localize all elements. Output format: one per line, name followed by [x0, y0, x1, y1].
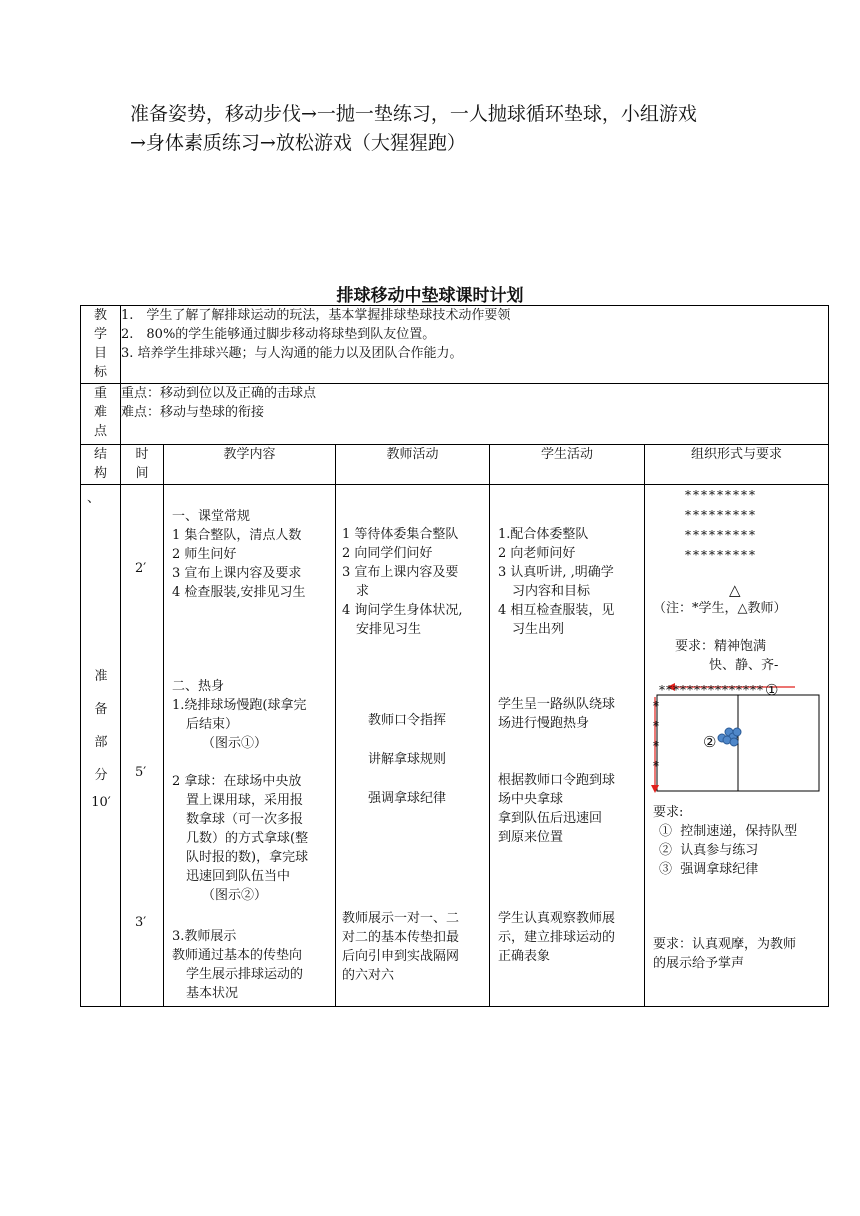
objective-item: 1. 学生了解了解排球运动的玩法，基本掌握排球垫球技术动作要领: [121, 308, 511, 323]
teacher-triangle-icon: △: [729, 581, 741, 599]
requirement-3: 要求：认真观摩，为教师 的展示给予掌声: [653, 937, 797, 971]
student-formation: ********* ********* ********* *********: [685, 488, 757, 562]
requirement-2: 要求: ① 控制速递，保持队型 ② 认真参与练习 ③ 强调拿球纪律: [653, 805, 798, 877]
prep-times: [121, 485, 164, 1007]
objective-item: 3. 培养学生排球兴趣；与人沟通的能力以及团队合作能力。: [121, 346, 463, 361]
keypoint-item: 重点：移动到位以及正确的击球点: [121, 386, 317, 401]
prep-content: [164, 485, 336, 1007]
teacher-demo: 教师展示一对一、二 对二的基本传垫扣最 后向引申到实战隔网 的六对六: [342, 911, 460, 983]
prep-student: [490, 485, 645, 1007]
prep-structure: [81, 485, 121, 1007]
court-top-stars: ***************: [659, 683, 764, 697]
student-warmup: 学生呈一路纵队绕球 场进行慢跑热身: [498, 697, 616, 731]
prep-row: [81, 485, 829, 1007]
header-student: 学生活动: [490, 445, 645, 485]
keypoints-label: 重 难 点: [81, 384, 121, 445]
time-1: 2′: [135, 561, 147, 576]
court-side-star: *: [653, 759, 659, 773]
header-org: 组织形式与要求: [645, 445, 829, 485]
header-time: 时 间: [121, 445, 164, 485]
header-teacher: 教师活动: [336, 445, 490, 485]
objectives-label: 教 学 目 标: [81, 306, 121, 384]
objectives-content: [121, 306, 829, 384]
teacher-rules: 讲解拿球规则: [368, 752, 447, 767]
court-side-star: *: [653, 739, 659, 753]
court-diagram: [645, 681, 829, 801]
prep-total-time: 10′: [91, 795, 111, 810]
court-side-star: *: [653, 699, 659, 713]
keypoint-item: 难点：移动与垫球的衔接: [121, 405, 265, 420]
teacher-command: 教师口令指挥: [368, 713, 447, 728]
requirement-1: 要求：精神饱满: [675, 639, 767, 654]
teacher-discipline: 强调拿球纪律: [368, 791, 447, 806]
fig-1-marker: ①: [765, 681, 779, 699]
header-structure: 结 构: [81, 445, 121, 485]
objectives-row: [81, 306, 829, 384]
prep-org: [645, 485, 829, 1007]
prep-mark: 、: [87, 491, 101, 506]
prep-teacher: [336, 485, 490, 1007]
keypoints-row: [81, 384, 829, 445]
student-routine: 1.配合体委整队 2 向老师问好 3 认真听讲, ,明确学 习内容和目标 4 相互检查服装，见 习生出列: [498, 527, 615, 637]
student-demo: 学生认真观察教师展 示，建立排球运动的 正确表象: [498, 911, 616, 964]
ball-icon: [730, 738, 738, 746]
content-routine: 一、课堂常规 1 集合整队，清点人数 2 师生问好 3 宣布上课内容及要求 4 检查服装,安排见习生: [172, 509, 306, 600]
keypoints-content: [121, 384, 829, 445]
legend-note: （注：*学生，△教师）: [653, 601, 787, 616]
intro-text: [130, 100, 770, 158]
time-2: 5′: [135, 765, 147, 780]
page-title: 排球移动中垫球课时计划: [336, 286, 524, 306]
intro-line-1: 准备姿势，移动步伐→一抛一垫练习，一人抛球循环垫球，小组游戏: [130, 103, 697, 125]
header-content: 教学内容: [164, 445, 336, 485]
student-ballpick: 根据教师口令跑到球 场中央拿球 拿到队伍后迅速回 到原来位置: [498, 773, 616, 845]
fig-2-marker: ②: [703, 733, 717, 751]
teacher-routine: 1 等待体委集合整队 2 向同学们问好 3 宣布上课内容及要 求 4 询问学生身体状况, 安排见习生: [342, 527, 463, 637]
court-side-star: *: [653, 719, 659, 733]
content-warmup: 二、热身 1.绕排球场慢跑(球拿完 后结束） （图示①） 2 拿球：在球场中央放 置上课用球，采用报 数拿球（可一次多报 几数）的方式拿球(整 队时报的数)，拿完球 迅速回到队伍当中 （图示②）: [172, 679, 309, 903]
prep-label: 准 备 部 分 10′: [81, 667, 121, 812]
time-3: 3′: [135, 915, 147, 930]
intro-line-2: →身体素质练习→放松游戏（大猩猩跑）: [130, 132, 466, 154]
requirement-1-cont: 快、静、齐-: [709, 658, 779, 673]
arrow-head-down-icon: [651, 785, 659, 793]
header-row: [81, 445, 829, 485]
objective-item: 2. 80%的学生能够通过脚步移动将球垫到队友位置。: [121, 327, 436, 342]
ball-icon: [733, 728, 741, 736]
content-demo: 3.教师展示 教师通过基本的传垫向 学生展示排球运动的 基本状况: [172, 929, 304, 1001]
lesson-plan-table: [80, 305, 829, 1007]
